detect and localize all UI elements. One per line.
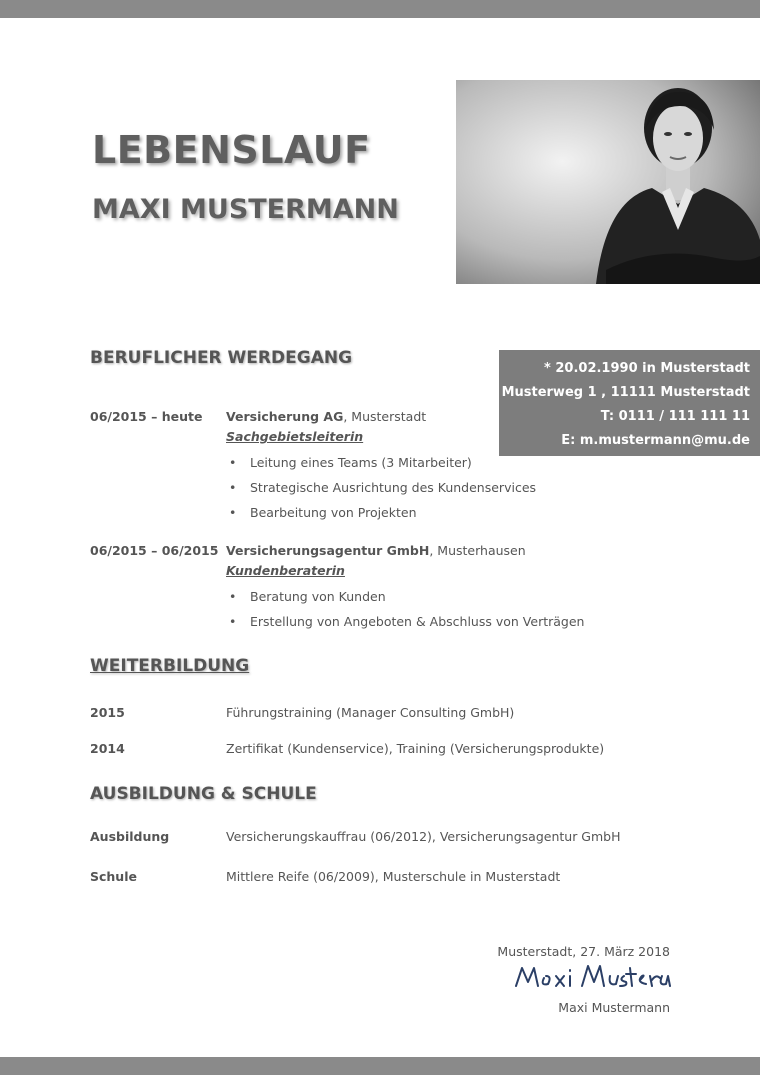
list-item: • Leitung eines Teams (3 Mitarbeiter) bbox=[226, 455, 536, 480]
section-training-heading: WEITERBILDUNG bbox=[90, 656, 250, 676]
education-text: Versicherungskauffrau (06/2012), Versicherungsagentur GmbH bbox=[226, 829, 621, 844]
education-label: Ausbildung bbox=[90, 829, 170, 844]
place-date: Musterstadt, 27. März 2018 bbox=[497, 944, 670, 959]
list-item: • Strategische Ausrichtung des Kundenservices bbox=[226, 480, 536, 505]
job-tasks bbox=[226, 589, 584, 639]
contact-box bbox=[499, 350, 760, 456]
company-location: , Musterhausen bbox=[429, 543, 526, 558]
signature-name: Maxi Mustermann bbox=[558, 1000, 670, 1015]
top-band bbox=[0, 0, 760, 18]
section-career-heading: BERUFLICHER WERDEGANG bbox=[90, 348, 353, 368]
education-text: Mittlere Reife (06/2009), Musterschule in Musterstadt bbox=[226, 869, 561, 884]
job-period: 06/2015 – 06/2015 bbox=[90, 543, 219, 558]
profile-photo bbox=[456, 80, 760, 284]
training-text: Zertifikat (Kundenservice), Training (Versicherungsprodukte) bbox=[226, 741, 605, 756]
job-period: 06/2015 – heute bbox=[90, 409, 203, 424]
bottom-band bbox=[0, 1057, 760, 1075]
job-role: Sachgebietsleiterin bbox=[226, 429, 364, 444]
training-text: Führungstraining (Manager Consulting GmbH) bbox=[226, 705, 515, 720]
training-year: 2014 bbox=[90, 741, 125, 756]
document-title: LEBENSLAUF bbox=[92, 128, 371, 172]
phone: T: 0111 / 111 111 11 bbox=[600, 409, 750, 424]
address: Musterweg 1 , 11111 Musterstadt bbox=[501, 385, 750, 400]
person-name: MAXI MUSTERMANN bbox=[92, 194, 399, 225]
section-education-heading: AUSBILDUNG & SCHULE bbox=[90, 784, 317, 804]
list-item: • Beratung von Kunden bbox=[226, 589, 584, 614]
education-label: Schule bbox=[90, 869, 137, 884]
company-location: , Musterstadt bbox=[343, 409, 427, 424]
birth-info: * 20.02.1990 in Musterstadt bbox=[544, 361, 750, 376]
company-name: Versicherung AG bbox=[226, 409, 344, 424]
list-item: • Erstellung von Angeboten & Abschluss von Verträgen bbox=[226, 614, 584, 639]
training-year: 2015 bbox=[90, 705, 125, 720]
job-company bbox=[226, 409, 426, 424]
company-name: Versicherungsagentur GmbH bbox=[226, 543, 430, 558]
job-company bbox=[226, 543, 526, 558]
signature bbox=[512, 962, 674, 994]
email: E: m.mustermann@mu.de bbox=[561, 433, 750, 448]
list-item: • Bearbeitung von Projekten bbox=[226, 505, 536, 530]
job-tasks bbox=[226, 455, 536, 530]
job-role: Kundenberaterin bbox=[226, 563, 345, 578]
